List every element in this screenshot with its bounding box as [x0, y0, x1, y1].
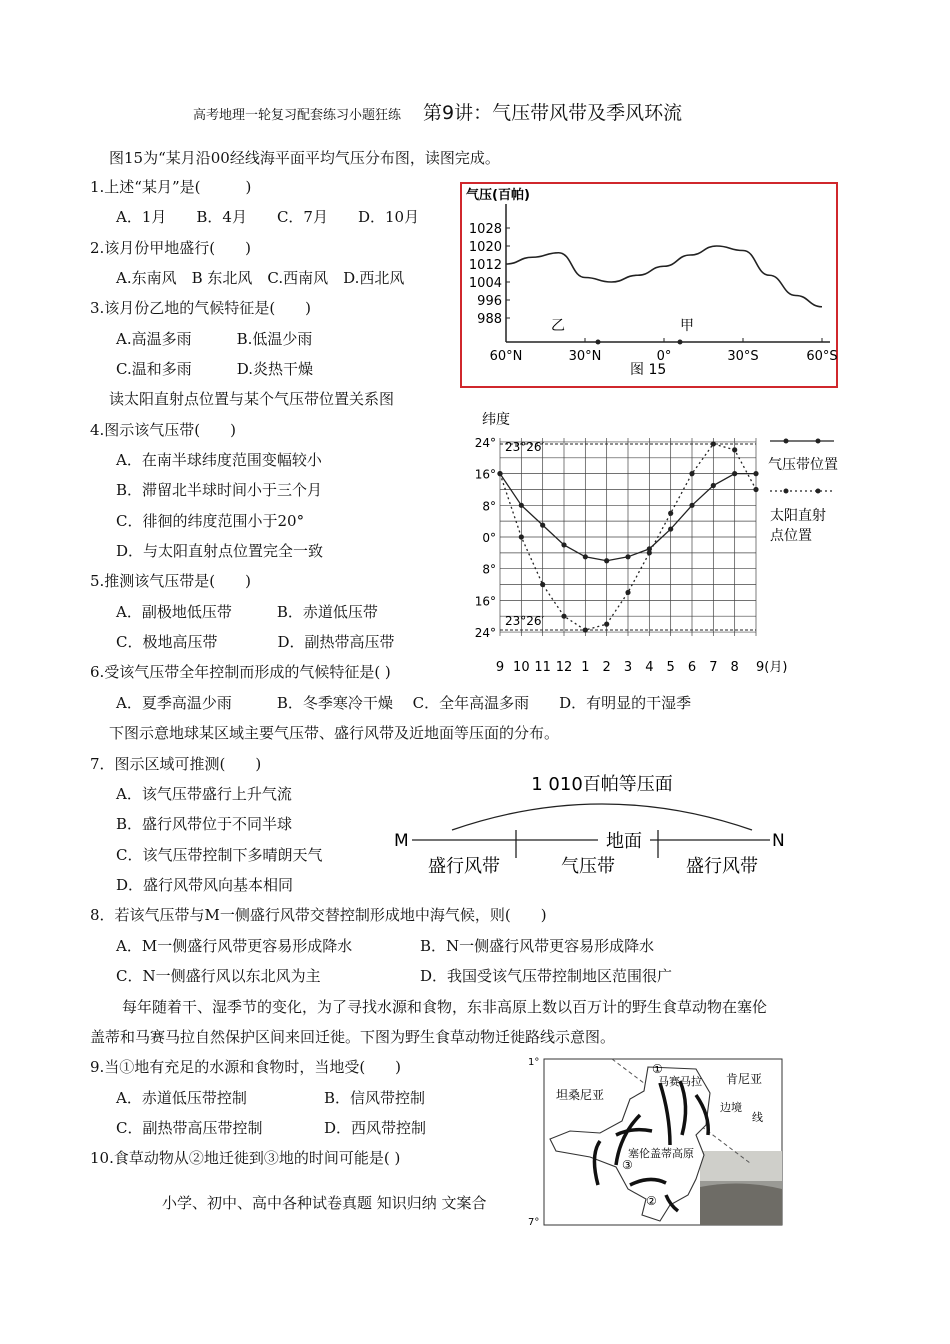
figure-belt-xtick: 11	[534, 660, 551, 675]
question-9-stem: 9.当①地有充足的水源和食物时，当地受( )	[90, 1058, 402, 1076]
data-point	[561, 542, 566, 547]
question-4-option-b: B．滞留北半球时间小于三个月	[116, 481, 323, 499]
figure-belt-ytick: 24°	[474, 626, 496, 641]
figure-belt-xtick: 3	[623, 660, 633, 675]
question-8-option-d: D．我国受该气压带控制地区范围很广	[420, 967, 673, 985]
question-8-option-c: C．N一侧盛行风以东北风为主	[116, 967, 321, 985]
legend-sun-label-line2: 点位置	[770, 528, 812, 544]
marker-yi-dot	[596, 340, 601, 345]
figure-15-xtick: 60°N	[489, 349, 523, 364]
border-label-part1: 边境	[720, 1101, 742, 1114]
latitude-label-top: 23°26′	[505, 440, 545, 454]
figure-15-xtick: 60°S	[806, 349, 838, 364]
label-m: M	[394, 831, 409, 851]
data-point	[625, 554, 630, 559]
question-8-option-b: B．N一侧盛行风带更容易形成降水	[420, 937, 655, 955]
data-point	[540, 523, 545, 528]
header-subtitle: 高考地理一轮复习配套练习小题狂练	[193, 108, 402, 123]
figure-belt-xtick: 9(月)	[756, 660, 788, 675]
data-point	[540, 582, 545, 587]
data-point	[497, 471, 502, 476]
left-wind-belt-label: 盛行风带	[428, 856, 500, 877]
data-point	[583, 627, 588, 632]
figure-belt-xtick: 1	[581, 660, 590, 675]
paragraph-line-1: 每年随着干、湿季节的变化，为了寻找水源和食物，东非高原上数以百万计的野生食草动物在塞伦	[122, 998, 768, 1016]
question-7-option-d: D．盛行风带风向基本相同	[116, 876, 294, 894]
question-3-options-cd: C.温和多雨 D.炎热干燥	[116, 360, 313, 378]
figure-belt-xtick: 8	[730, 660, 739, 675]
question-2-stem: 2.该月份甲地盛行( )	[90, 239, 252, 257]
intro-fig15: 图15为“某月沿00经线海平面平均气压分布图，读图完成。	[109, 149, 500, 167]
figure-migration-map	[520, 1055, 784, 1227]
legend-sun-label-line1: 太阳直射	[770, 508, 826, 524]
figure-belt-ylabel: 纬度	[482, 412, 510, 428]
question-7-option-b: B．盛行风带位于不同半球	[116, 815, 293, 833]
figure-belt-ytick: 8°	[482, 562, 496, 577]
figure-15-xtick: 0°	[656, 349, 672, 364]
data-point	[519, 503, 524, 508]
question-5-options-ab: A．副极地低压带 B．赤道低压带	[116, 603, 378, 621]
isobar-label: 1 010百帕等压面	[531, 774, 673, 795]
figure-15-ytick: 1012	[468, 258, 502, 273]
figure-belt-sun-chart	[468, 408, 848, 680]
maasai-mara-label: 马赛马拉	[658, 1075, 702, 1088]
data-point	[753, 487, 758, 492]
question-4-option-a: A．在南半球纬度范围变幅较小	[116, 451, 322, 469]
figure-belt-xtick: 10	[513, 660, 530, 675]
serengeti-label: 塞伦盖蒂高原	[628, 1147, 694, 1160]
question-9-option-d: D．西风带控制	[324, 1119, 427, 1137]
question-8-stem: 8．若该气压带与M一侧盛行风带交替控制形成地中海气候，则( )	[90, 906, 547, 924]
data-point	[561, 614, 566, 619]
data-point	[711, 441, 716, 446]
question-9-option-b: B．信风带控制	[324, 1089, 426, 1107]
question-10-stem: 10.食草动物从②地迁徙到③地的时间可能是( )	[90, 1149, 401, 1167]
pressure-belt-label: 气压带	[561, 856, 615, 877]
data-point	[604, 622, 609, 627]
figure-belt-xtick: 5	[666, 660, 675, 675]
site-2-label: ②	[646, 1194, 657, 1208]
data-point	[519, 534, 524, 539]
question-3-stem: 3.该月份乙地的气候特征是( )	[90, 299, 312, 317]
intro-fig3: 下图示意地球某区域主要气压带、盛行风带及近地面等压面的分布。	[109, 724, 560, 742]
figure-15-ytick: 1004	[468, 276, 502, 291]
border-label-part2: 线	[752, 1111, 763, 1124]
lat-7-label: 7°	[528, 1217, 540, 1227]
figure-belt-xtick: 2	[602, 660, 611, 675]
figure-belt-xtick: 7	[709, 660, 718, 675]
question-9-option-a: A．赤道低压带控制	[116, 1089, 247, 1107]
figure-pressure-belt-diagram	[392, 768, 802, 888]
paragraph-line-2: 盖蒂和马赛马拉自然保护区间来回迁徙。下图为野生食草动物迁徙路线示意图。	[90, 1028, 616, 1046]
question-1-options: A．1月 B．4月 C．7月 D．10月	[116, 208, 420, 226]
question-4-option-d: D．与太阳直射点位置完全一致	[116, 542, 324, 560]
figure-belt-ytick: 24°	[474, 435, 496, 450]
data-point	[689, 471, 694, 476]
marker-jia-label: 甲	[680, 318, 694, 334]
data-point	[583, 554, 588, 559]
question-5-stem: 5.推测该气压带是( )	[90, 572, 252, 590]
label-n: N	[772, 831, 785, 851]
data-point	[668, 526, 673, 531]
figure-15-ytick: 1020	[468, 240, 502, 255]
figure-15-ytick: 988	[477, 312, 502, 327]
latitude-label-bottom: 23°26′	[505, 614, 545, 628]
question-7-stem: 7．图示区域可推测( )	[90, 755, 262, 773]
data-point	[668, 511, 673, 516]
question-6-options: A．夏季高温少雨 B．冬季寒冷干燥 C．全年高温多雨 D．有明显的干湿季	[116, 694, 692, 712]
question-3-options-ab: A.高温多雨 B.低温少雨	[116, 330, 313, 348]
question-7-option-a: A．该气压带盛行上升气流	[116, 785, 292, 803]
legend-belt-label: 气压带位置	[768, 457, 838, 473]
question-6-stem: 6.受该气压带全年控制而形成的气候特征是( )	[90, 663, 391, 681]
question-2-options: A.东南风 B 东北风 C.西南风 D.西北风	[116, 269, 405, 287]
data-point	[625, 590, 630, 595]
data-point	[732, 471, 737, 476]
question-4-option-c: C．徘徊的纬度范围小于20°	[116, 512, 305, 530]
figure-belt-ytick: 0°	[482, 531, 496, 545]
figure-belt-xtick: 12	[555, 660, 573, 675]
question-8-option-a: A．M一侧盛行风带更容易形成降水	[116, 937, 353, 955]
data-point	[647, 550, 652, 555]
site-1-label: ①	[652, 1062, 663, 1076]
figure-belt-xtick: 9	[495, 660, 505, 675]
figure-15-caption: 图 15	[630, 362, 667, 378]
right-wind-belt-label: 盛行风带	[686, 856, 758, 877]
question-9-option-c: C．副热带高压带控制	[116, 1119, 263, 1137]
marker-yi-label: 乙	[551, 318, 565, 334]
figure-belt-ytick: 16°	[474, 467, 496, 482]
figure-15-xtick: 30°N	[568, 349, 602, 364]
question-7-option-c: C．该气压带控制下多晴朗天气	[116, 846, 323, 864]
data-point	[711, 483, 716, 488]
question-5-options-cd: C．极地高压带 D．副热带高压带	[116, 633, 395, 651]
figure-15-ylabel: 气压(百帕)	[466, 188, 530, 203]
isobar-curve	[452, 804, 752, 830]
figure-15-pressure-chart	[460, 182, 838, 388]
data-point	[753, 471, 758, 476]
figure-15-ytick: 996	[477, 294, 502, 309]
data-point	[604, 558, 609, 563]
figure-belt-ytick: 8°	[482, 499, 496, 514]
figure-belt-ytick: 16°	[474, 594, 496, 609]
kenya-label: 肯尼亚	[726, 1072, 763, 1086]
figure-15-ytick: 1028	[468, 222, 502, 237]
lat-1-label: 1°	[528, 1057, 540, 1068]
data-point	[732, 447, 737, 452]
figure-15-xtick: 30°S	[727, 349, 759, 364]
footer-text: 小学、初中、高中各种试卷真题 知识归纳 文案合	[162, 1194, 487, 1212]
page-title: 第9讲：气压带风带及季风环流	[423, 102, 683, 124]
question-4-stem: 4.图示该气压带( )	[90, 421, 237, 439]
intro-fig2: 读太阳直射点位置与某个气压带位置关系图	[109, 390, 395, 408]
tanzania-label: 坦桑尼亚	[556, 1088, 605, 1102]
figure-belt-xtick: 6	[687, 660, 697, 675]
site-3-label: ③	[622, 1158, 633, 1172]
marker-jia-dot	[678, 340, 683, 345]
figure-belt-xtick: 4	[645, 660, 654, 675]
data-point	[689, 503, 694, 508]
question-1-stem: 1.上述“某月”是( )	[90, 178, 252, 196]
ground-label: 地面	[606, 831, 642, 852]
